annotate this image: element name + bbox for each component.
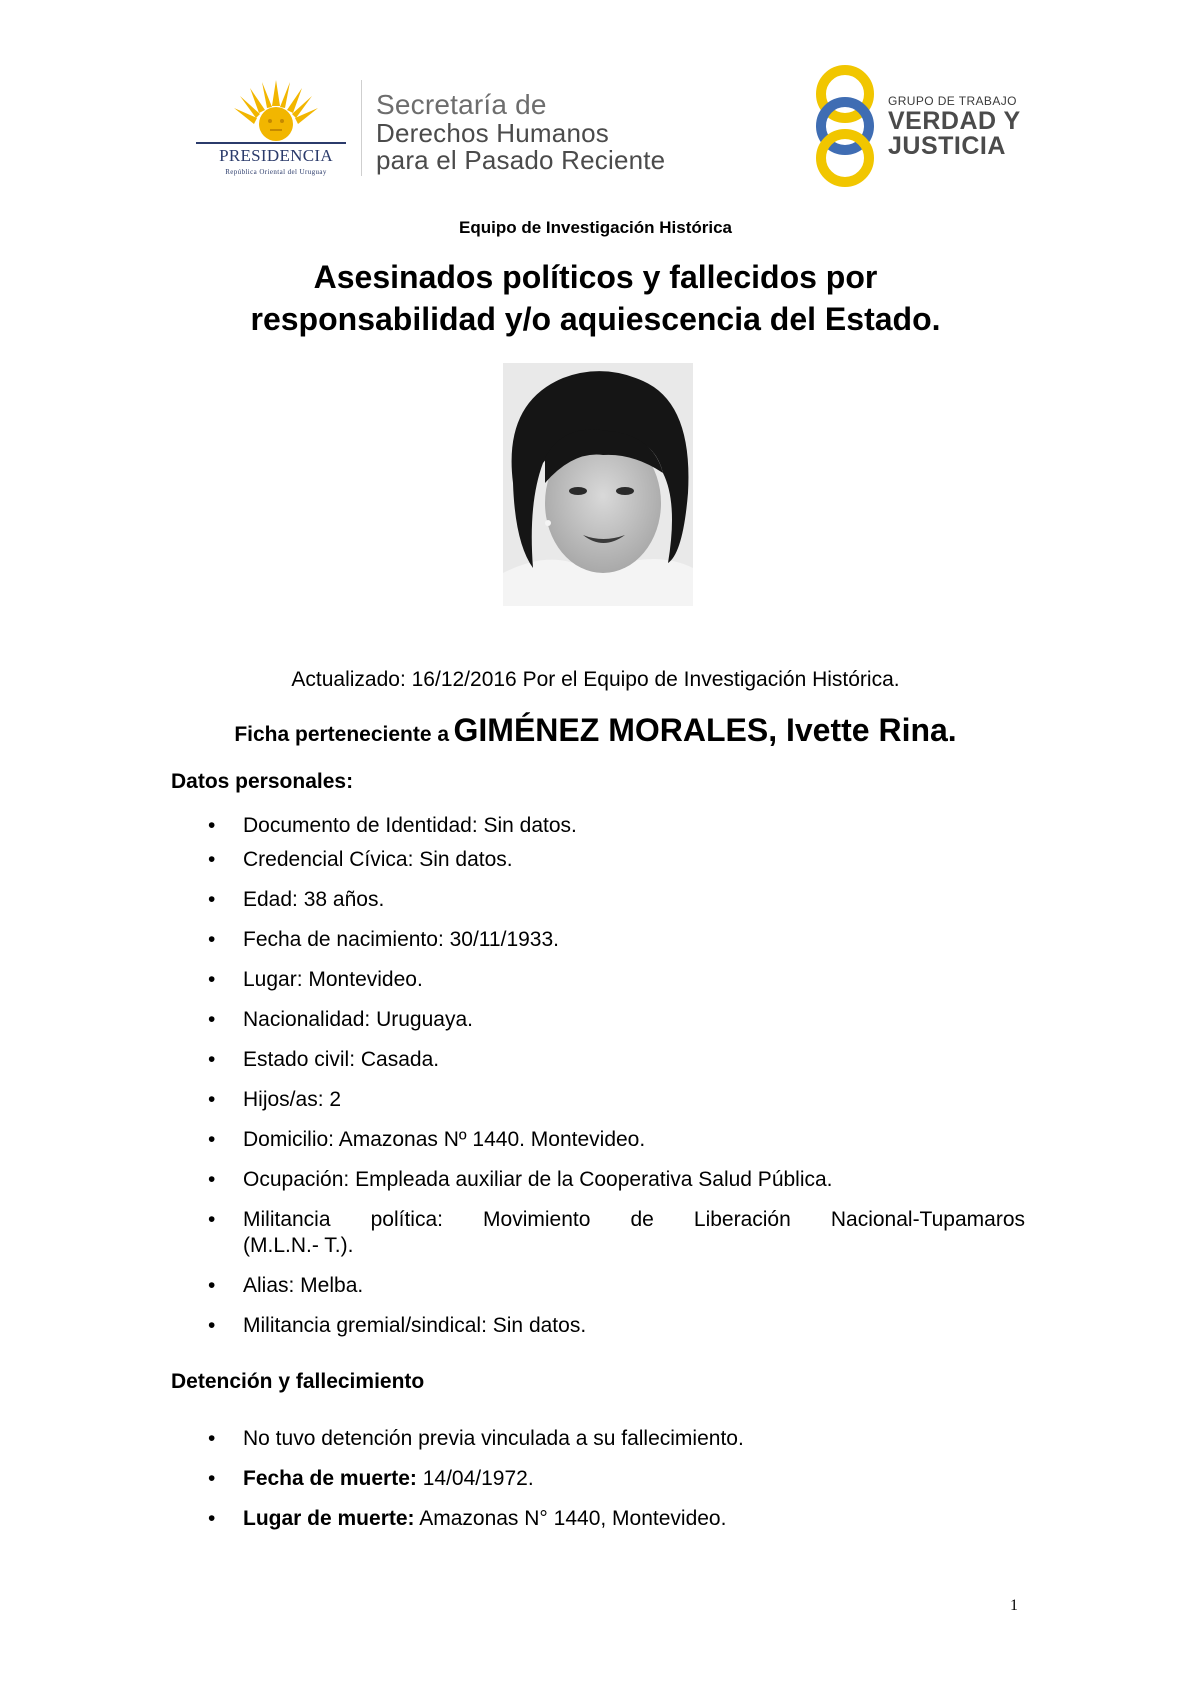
title-line2: responsabilidad y/o aquiescencia del Estado. bbox=[250, 301, 941, 337]
militancia-line2: (M.L.N.- T.). bbox=[243, 1234, 354, 1257]
list-item: • Ocupación: Empleada auxiliar de la Cooperativa Salud Pública. bbox=[208, 1168, 833, 1191]
logo-divider bbox=[361, 80, 362, 176]
detention-list bbox=[171, 1426, 1025, 1532]
presidencia-logo bbox=[196, 78, 356, 178]
list-item: • Fecha de muerte: 14/04/1972. bbox=[208, 1467, 534, 1490]
list-item: • No tuvo detención previa vinculada a su fallecimiento. bbox=[208, 1427, 744, 1450]
sun-emblem-icon bbox=[230, 78, 322, 144]
updated-line: Actualizado: 16/12/2016 Por el Equipo de Investigación Histórica. bbox=[291, 668, 900, 691]
presidencia-subtitle: República Oriental del Uruguay bbox=[225, 168, 327, 176]
secretaria-logo bbox=[376, 90, 706, 174]
list-item: • Militancia gremial/sindical: Sin datos. bbox=[208, 1314, 587, 1337]
secretaria-line3: para el Pasado Reciente bbox=[376, 145, 666, 175]
list-item: • Domicilio: Amazonas Nº 1440. Montevideo. bbox=[208, 1128, 646, 1151]
secretaria-line2: Derechos Humanos bbox=[376, 118, 609, 148]
grupo-trabajo-small: GRUPO DE TRABAJO bbox=[888, 94, 1017, 108]
ficha-heading bbox=[0, 712, 1191, 749]
linked-rings-icon bbox=[812, 62, 882, 190]
list-item: • Documento de Identidad: Sin datos. bbox=[208, 814, 577, 837]
death-date-label: Fecha de muerte: bbox=[243, 1467, 417, 1490]
list-item: • Militancia política: Movimiento de Liberación Nacional-Tupamaros (M.L.N.- T.). bbox=[208, 1208, 1025, 1257]
page-number: 1 bbox=[1010, 1597, 1018, 1614]
ficha-label: Ficha perteneciente a bbox=[234, 723, 450, 746]
person-name: GIMÉNEZ MORALES, Ivette Rina. bbox=[453, 712, 957, 748]
militancia-line1: Militancia política: Movimiento de Liberación Nacional-Tupamaros bbox=[243, 1208, 1025, 1231]
section-detencion: Detención y fallecimiento bbox=[171, 1370, 425, 1393]
death-place-value: Amazonas N° 1440, Montevideo. bbox=[414, 1507, 727, 1530]
grupo-trabajo-logo bbox=[812, 62, 1022, 190]
list-item: • Credencial Cívica: Sin datos. bbox=[208, 848, 513, 871]
grupo-trabajo-line2: JUSTICIA bbox=[888, 132, 1006, 160]
presidencia-title: PRESIDENCIA bbox=[219, 146, 333, 165]
list-item: • Nacionalidad: Uruguaya. bbox=[208, 1008, 473, 1031]
presidencia-divider bbox=[196, 142, 346, 144]
list-item: • Alias: Melba. bbox=[208, 1274, 364, 1297]
section-datos-personales: Datos personales: bbox=[171, 770, 354, 793]
death-place-label: Lugar de muerte: bbox=[243, 1507, 415, 1530]
list-item: • Hijos/as: 2 bbox=[208, 1088, 342, 1111]
list-item: • Lugar de muerte: Amazonas N° 1440, Montevideo. bbox=[208, 1507, 727, 1530]
list-item: • Estado civil: Casada. bbox=[208, 1048, 440, 1071]
portrait-image bbox=[503, 363, 693, 606]
grupo-trabajo-line1: VERDAD Y bbox=[888, 107, 1021, 135]
list-item: • Lugar: Montevideo. bbox=[208, 968, 423, 991]
page-title bbox=[100, 256, 1091, 340]
title-line1: Asesinados políticos y fallecidos por bbox=[313, 259, 878, 295]
secretaria-line1: Secretaría de bbox=[376, 89, 547, 120]
death-date-value: 14/04/1972. bbox=[416, 1467, 534, 1490]
personal-data-list bbox=[171, 813, 1025, 1339]
list-item: • Edad: 38 años. bbox=[208, 888, 385, 911]
team-label: Equipo de Investigación Histórica bbox=[459, 218, 732, 237]
list-item: • Fecha de nacimiento: 30/11/1933. bbox=[208, 928, 559, 951]
portrait-photo bbox=[503, 363, 693, 606]
